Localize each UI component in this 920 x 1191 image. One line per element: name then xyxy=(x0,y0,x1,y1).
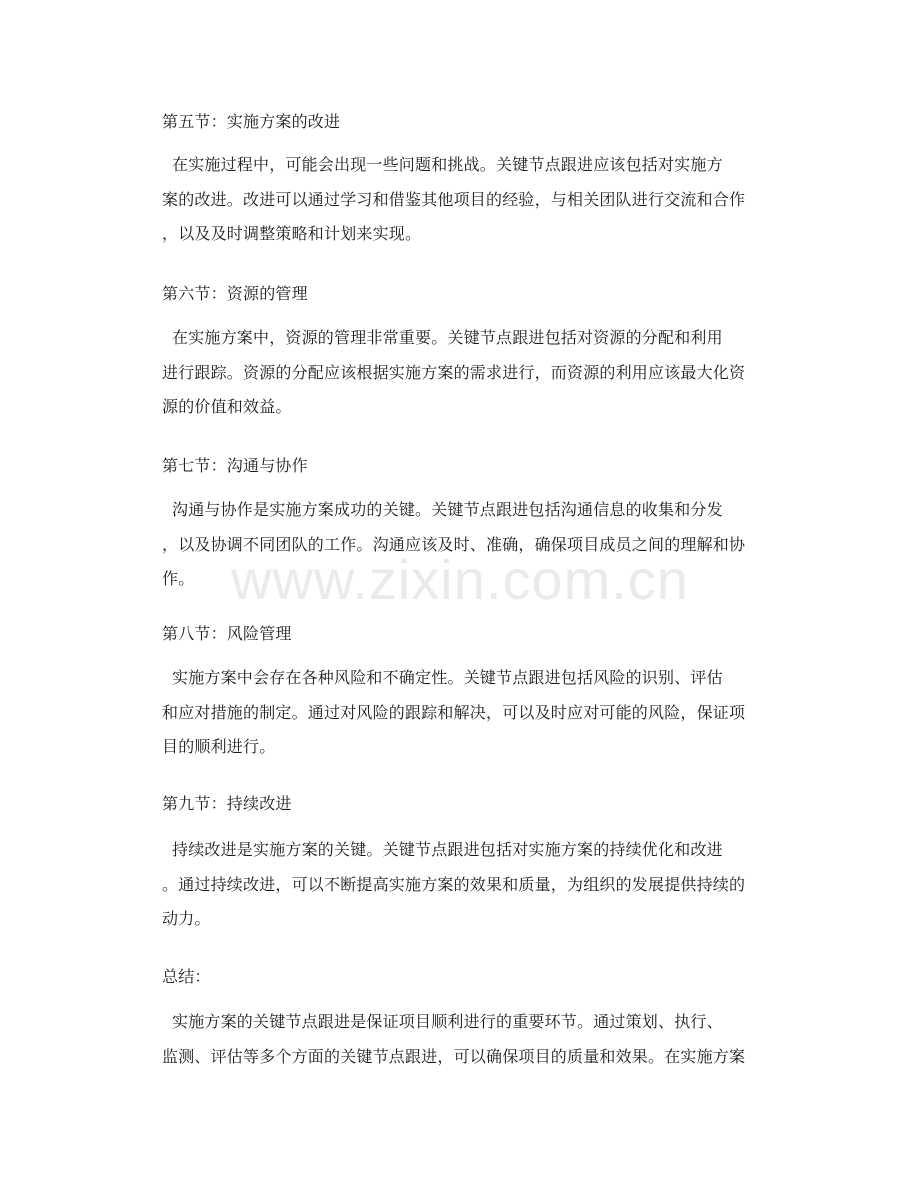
section-paragraph-7 xyxy=(162,493,782,597)
section-heading-6: 第六节：资源的管理 xyxy=(162,284,308,303)
paragraph-line: 在实施过程中，可能会出现一些问题和挑战。关键节点跟进应该包括对实施方 xyxy=(172,155,723,174)
paragraph-line: 和应对措施的制定。通过对风险的跟踪和解决，可以及时应对可能的风险，保证项 xyxy=(162,702,746,722)
paragraph-line: 实施方案中会存在各种风险和不确定性。关键节点跟进包括风险的识别、评估 xyxy=(172,668,723,687)
section-paragraph-8 xyxy=(162,661,782,765)
section-paragraph-9 xyxy=(162,833,782,937)
paragraph-line: 实施方案的关键节点跟进是保证项目顺利进行的重要环节。通过策划、执行、 xyxy=(172,1012,723,1031)
paragraph-line: ，以及协调不同团队的工作。沟通应该及时、准确，确保项目成员之间的理解和协 xyxy=(162,534,746,554)
paragraph-line: 进行跟踪。资源的分配应该根据实施方案的需求进行，而资源的利用应该最大化资 xyxy=(162,362,746,382)
paragraph-line: 监测、评估等多个方面的关键节点跟进，可以确保项目的质量和效果。在实施方案 xyxy=(162,1046,746,1066)
summary-paragraph xyxy=(162,1005,782,1074)
paragraph-line: 目的顺利进行。 xyxy=(162,737,276,757)
paragraph-line: ，以及及时调整策略和计划来实现。 xyxy=(162,224,422,244)
paragraph-line: 案的改进。改进可以通过学习和借鉴其他项目的经验，与相关团队进行交流和合作 xyxy=(162,189,746,209)
section-heading-7: 第七节：沟通与协作 xyxy=(162,456,308,475)
section-heading-8: 第八节：风险管理 xyxy=(162,624,292,643)
paragraph-line: 作。 xyxy=(162,569,195,589)
paragraph-line: 。通过持续改进，可以不断提高实施方案的效果和质量，为组织的发展提供持续的 xyxy=(162,874,746,894)
section-heading-5: 第五节：实施方案的改进 xyxy=(162,112,341,131)
paragraph-line: 在实施方案中，资源的管理非常重要。关键节点跟进包括对资源的分配和利用 xyxy=(172,328,723,347)
watermark: www.zixin.com.cn xyxy=(231,548,689,611)
paragraph-line: 持续改进是实施方案的关键。关键节点跟进包括对实施方案的持续优化和改进 xyxy=(172,840,723,859)
paragraph-line: 动力。 xyxy=(162,909,211,929)
section-heading-9: 第九节：持续改进 xyxy=(162,794,292,813)
section-paragraph-6 xyxy=(162,321,782,425)
paragraph-line: 沟通与协作是实施方案成功的关键。关键节点跟进包括沟通信息的收集和分发 xyxy=(172,500,723,519)
paragraph-line: 源的价值和效益。 xyxy=(162,397,292,417)
section-paragraph-5 xyxy=(162,148,782,252)
summary-heading: 总结： xyxy=(162,967,211,986)
